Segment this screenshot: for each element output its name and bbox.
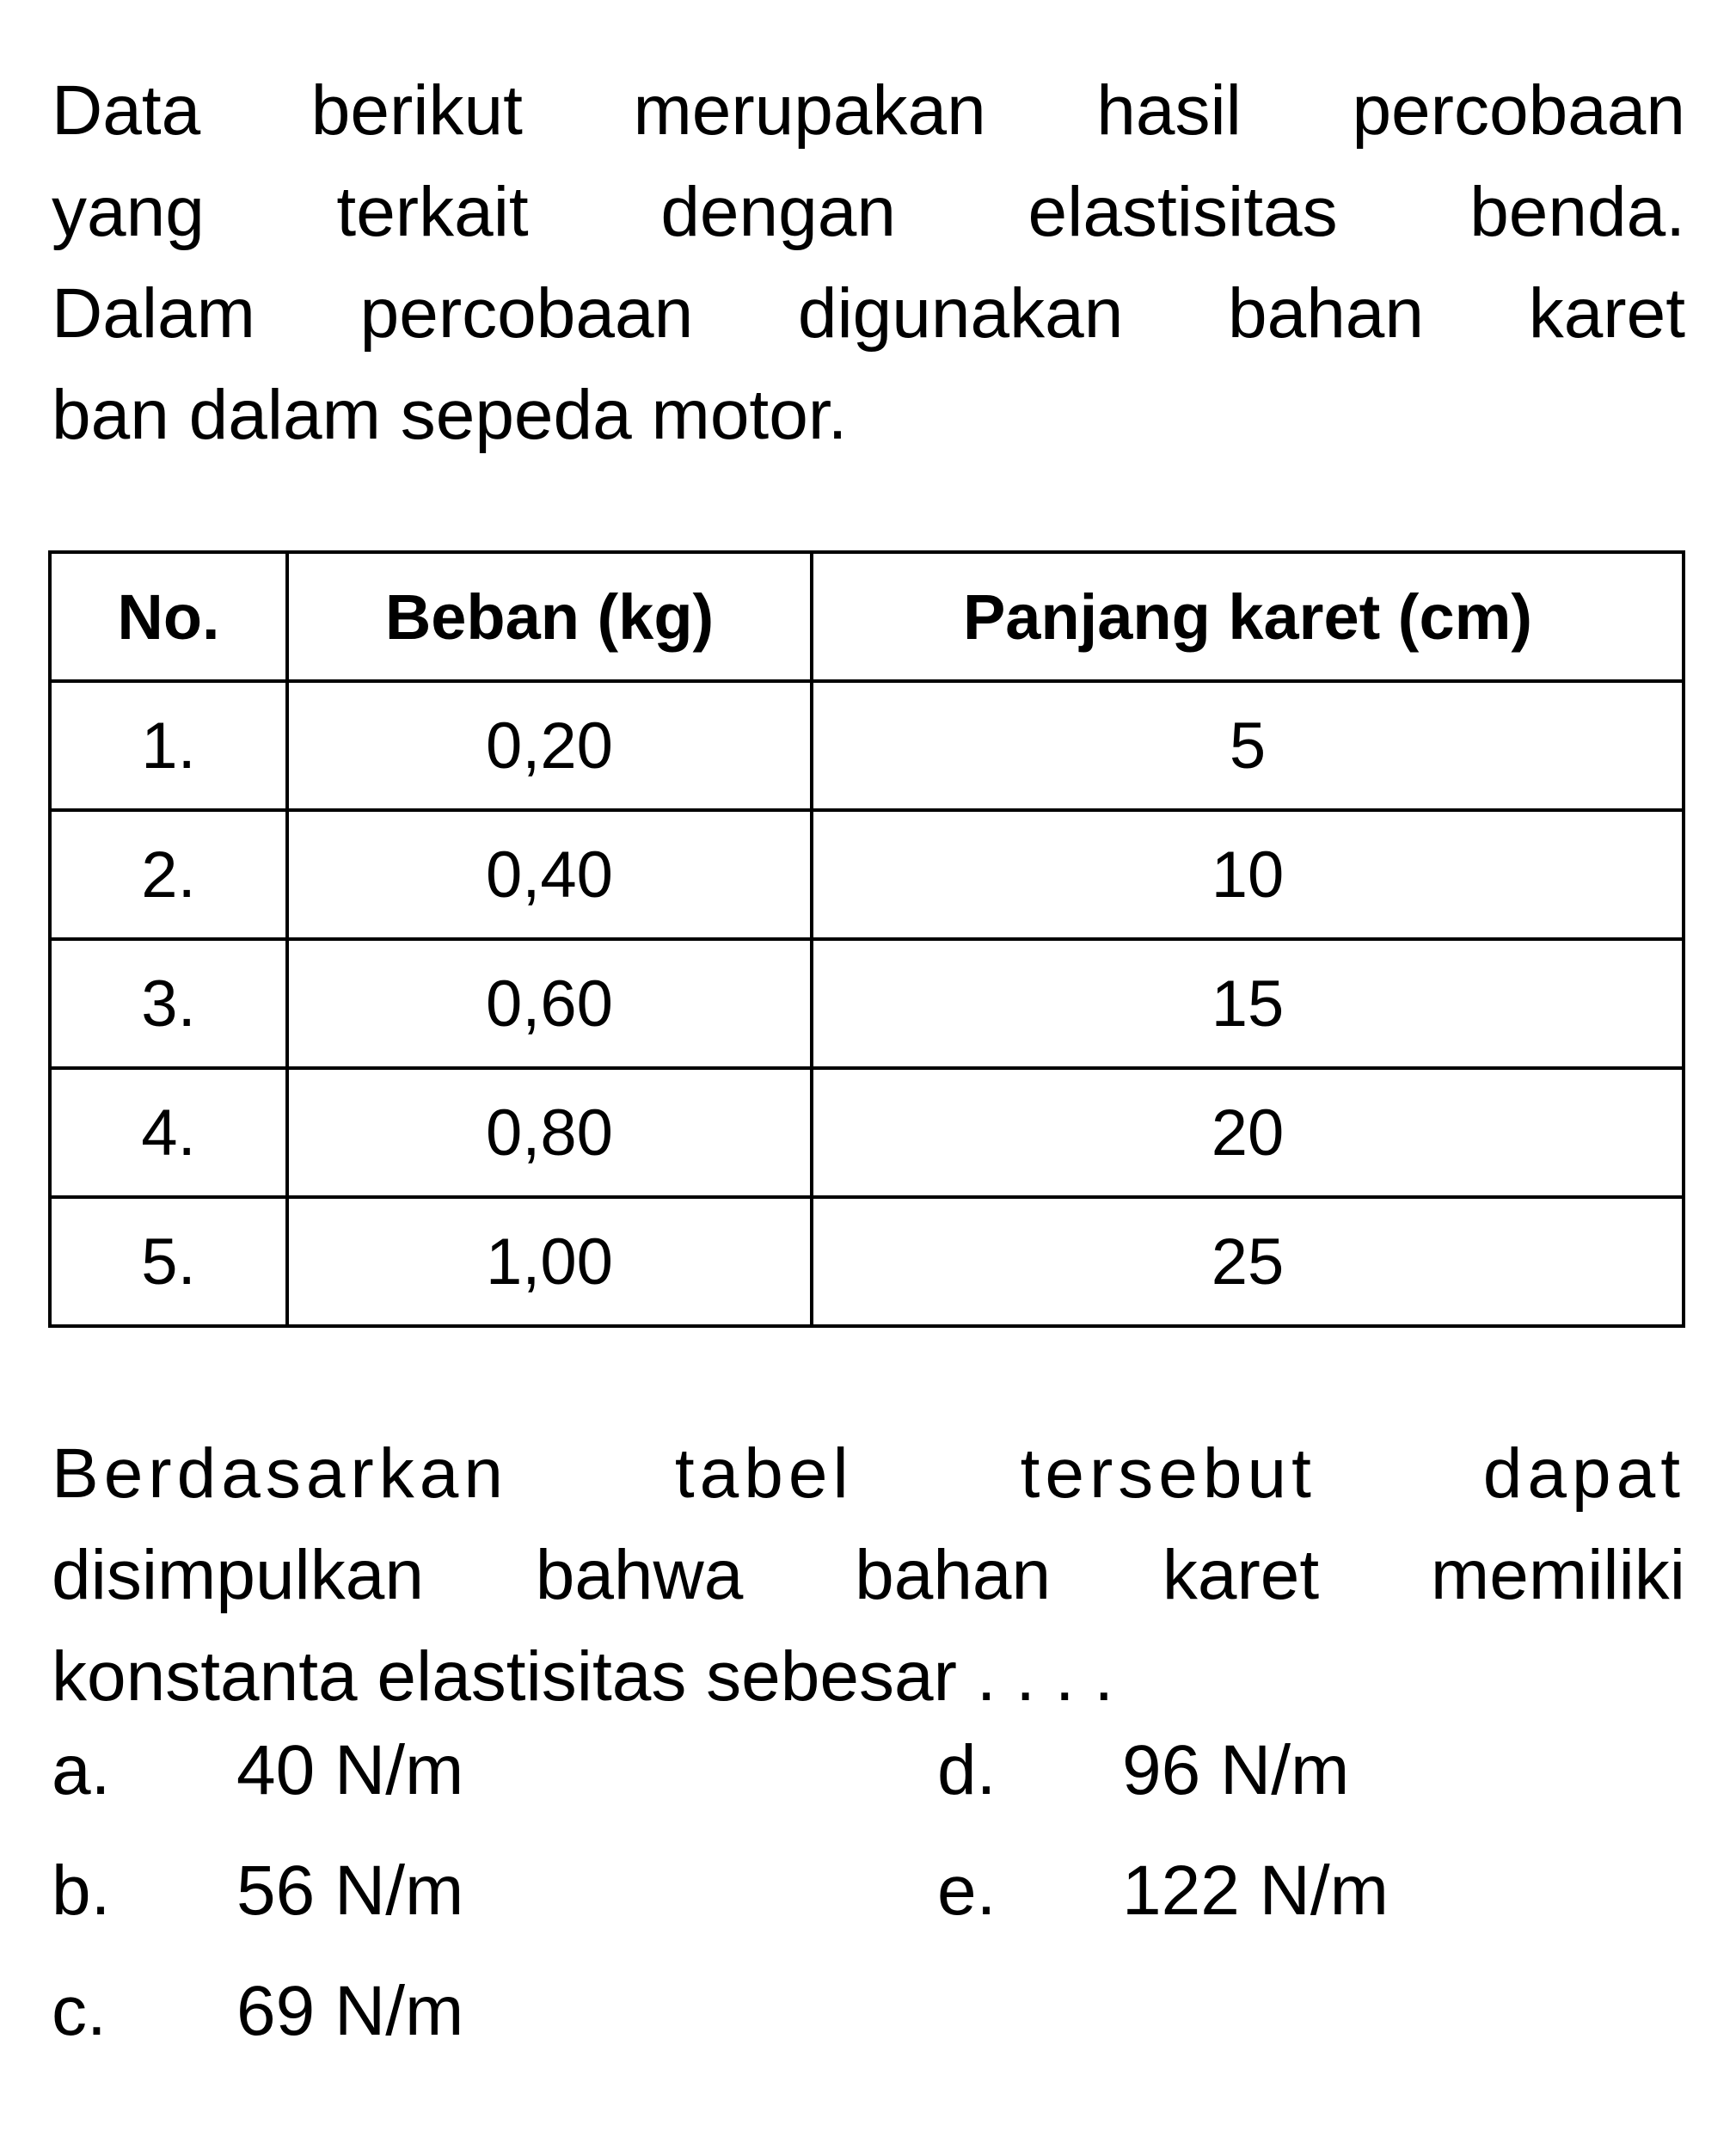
cell-load: 1,00 (287, 1197, 812, 1326)
cell-load: 0,20 (287, 681, 812, 810)
cell-load: 0,60 (287, 939, 812, 1068)
question-line: Berdasarkan tabel tersebut dapat (52, 1434, 1685, 1513)
cell-no: 1. (50, 681, 287, 810)
cell-length: 15 (812, 939, 1684, 1068)
header-no: No. (50, 552, 287, 681)
cell-length: 20 (812, 1068, 1684, 1197)
intro-line: ban dalam sepeda motor. (52, 376, 848, 454)
table-row (50, 810, 1684, 939)
table-header-row (50, 552, 1684, 681)
data-table (48, 550, 1685, 1328)
option-d[interactable] (937, 1720, 1349, 1821)
cell-no: 3. (50, 939, 287, 1068)
header-load: Beban (kg) (287, 552, 812, 681)
option-text: 56 N/m (236, 1852, 464, 1930)
option-text: 122 N/m (1122, 1852, 1389, 1930)
question-paragraph (52, 1423, 1685, 1728)
cell-length: 10 (812, 810, 1684, 939)
option-letter: b. (52, 1852, 111, 1930)
cell-length: 5 (812, 681, 1684, 810)
table-row (50, 1197, 1684, 1326)
intro-line: Data berikut merupakan hasil percobaan (52, 71, 1685, 150)
table-row (50, 1068, 1684, 1197)
option-letter: a. (52, 1731, 111, 1809)
option-text: 69 N/m (236, 1972, 464, 2050)
option-text: 40 N/m (236, 1731, 464, 1809)
table-row (50, 681, 1684, 810)
intro-paragraph (52, 60, 1685, 466)
option-letter: e. (937, 1852, 997, 1930)
intro-line: Dalam percobaan digunakan bahan karet (52, 274, 1685, 353)
question-line: konstanta elastisitas sebesar . . . . (52, 1637, 1114, 1716)
cell-no: 4. (50, 1068, 287, 1197)
cell-no: 2. (50, 810, 287, 939)
cell-load: 0,80 (287, 1068, 812, 1197)
option-a[interactable] (52, 1720, 463, 1821)
option-text: 96 N/m (1122, 1731, 1350, 1809)
cell-no: 5. (50, 1197, 287, 1326)
option-c[interactable] (52, 1961, 463, 2062)
question-line: disimpulkan bahwa bahan karet memiliki (52, 1536, 1685, 1614)
cell-load: 0,40 (287, 810, 812, 939)
header-length: Panjang karet (cm) (812, 552, 1684, 681)
table-row (50, 939, 1684, 1068)
option-letter: d. (937, 1731, 997, 1809)
intro-line: yang terkait dengan elastisitas benda. (52, 173, 1685, 251)
option-b[interactable] (52, 1840, 463, 1942)
option-letter: c. (52, 1972, 107, 2050)
option-e[interactable] (937, 1840, 1389, 1942)
cell-length: 25 (812, 1197, 1684, 1326)
